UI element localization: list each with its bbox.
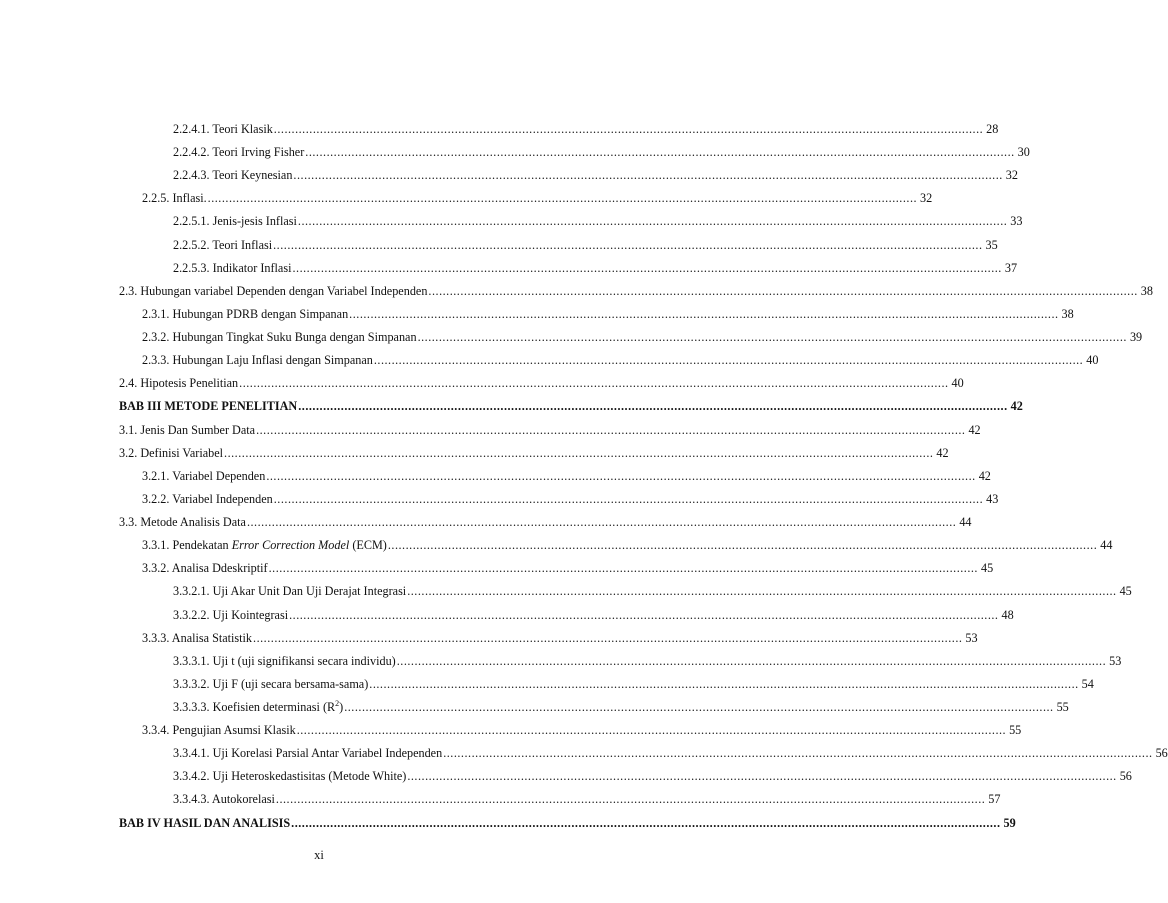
toc-entry — [119, 372, 964, 394]
dot-leader: ........................................................................................................................................................................................................ — [275, 792, 986, 807]
dot-leader: ........................................................................................................................................................................................................ — [266, 468, 976, 483]
toc-entry-label: 2.2.5.3. Indikator Inflasi — [173, 260, 292, 275]
dot-leader: ........................................................................................................................................................................................................ — [373, 353, 1084, 368]
toc-entry-label: 3.3.4.2. Uji Heteroskedastisitas (Metode White) — [173, 769, 407, 784]
dot-leader: ........................................................................................................................................................................................................ — [344, 700, 1054, 714]
toc-entry-label: 3.3.3.1. Uji t (uji signifikansi secara individu) — [173, 653, 396, 668]
toc-entry-page: 38 — [1140, 283, 1153, 298]
toc-entry-label: BAB III METODE PENELITIAN — [119, 399, 298, 414]
toc-entry — [173, 765, 1132, 787]
toc-entry — [173, 742, 1168, 764]
toc-entry-page: 32 — [1005, 168, 1018, 183]
toc-entry-page: 45 — [980, 561, 994, 576]
toc-entry-label: 2.2.5. Inflasi. — [142, 191, 207, 206]
toc-entry — [119, 280, 1153, 302]
dot-leader: ........................................................................................................................................................................................................ — [407, 584, 1117, 599]
toc-entry — [173, 696, 1069, 718]
toc-entry-page: 40 — [951, 376, 964, 391]
toc-entry-page: 38 — [1061, 306, 1074, 321]
dot-leader: ........................................................................................................................................................................................................ — [296, 723, 1007, 738]
toc-entry-label: 3.2.2. Variabel Independen — [142, 491, 273, 506]
dot-leader: ........................................................................................................................................................................................................ — [273, 491, 984, 506]
toc-entry-label: 2.2.4.1. Teori Klasik — [173, 122, 273, 136]
toc-entry — [142, 187, 933, 209]
toc-entry-label: 3.3.4. Pengujian Asumsi Klasik — [142, 723, 296, 738]
toc-entry-page: 57 — [988, 792, 1001, 807]
toc-entry — [142, 465, 991, 487]
dot-leader: ........................................................................................................................................................................................................ — [291, 815, 1001, 830]
dot-leader: ........................................................................................................................................................................................................ — [273, 122, 984, 136]
toc-entry-label: 3.3.3.3. Koefisien determinasi $(R^2)$ — [173, 698, 344, 714]
dot-leader: ........................................................................................................................................................................................................ — [292, 260, 1002, 275]
toc-entry — [142, 303, 1074, 325]
toc-entry-label: 2.4. Hipotesis Penelitian — [119, 376, 239, 391]
dot-leader: ........................................................................................................................................................................................................ — [349, 306, 1059, 321]
dot-leader: ........................................................................................................................................................................................................ — [207, 191, 918, 206]
toc-entry-page: 54 — [1081, 676, 1094, 691]
dot-leader: ........................................................................................................................................................................................................ — [246, 515, 957, 530]
dot-leader: ........................................................................................................................................................................................................ — [428, 283, 1138, 298]
dot-leader: ........................................................................................................................................................................................................ — [273, 237, 983, 252]
toc-entry-page: 37 — [1004, 260, 1018, 275]
toc-entry-page: 56 — [1119, 769, 1132, 784]
toc-entry-page: 53 — [965, 630, 978, 645]
toc-entry — [173, 118, 999, 140]
toc-entry-page: 32 — [920, 191, 933, 206]
dot-leader: ........................................................................................................................................................................................................ — [407, 769, 1117, 784]
toc-entry-label: 2.2.4.2. Teori Irving Fisher — [173, 145, 305, 160]
dot-leader: ........................................................................................................................................................................................................ — [297, 214, 1008, 229]
toc-entry-page: 40 — [1086, 353, 1099, 368]
toc-entry-label: 3.3.1. Pendekatan Error Correction Model (ECM) — [142, 538, 387, 553]
toc-entry-label: 3.3.3.2. Uji F (uji secara bersama-sama) — [173, 676, 369, 691]
toc-entry-page: 42 — [978, 468, 991, 483]
toc-entry-label: 3.2.1. Variabel Dependen — [142, 468, 266, 483]
toc-entry — [142, 488, 999, 510]
toc-entry-label: 2.2.4.3. Teori Keynesian — [173, 168, 293, 183]
toc-entry-page: 44 — [959, 515, 972, 530]
toc-entry — [173, 650, 1122, 672]
toc-entry — [142, 349, 1099, 371]
dot-leader: ........................................................................................................................................................................................................ — [305, 145, 1015, 160]
dot-leader: ........................................................................................................................................................................................................ — [224, 445, 934, 460]
toc-entry-page: 35 — [985, 237, 998, 252]
toc-entry-label: 2.3.3. Hubungan Laju Inflasi dengan Simpanan — [142, 353, 373, 368]
toc-entry-page: 56 — [1155, 746, 1168, 761]
toc-entry — [119, 419, 981, 441]
toc-entry-page: 39 — [1129, 330, 1143, 345]
toc-entry-page: 43 — [986, 491, 999, 506]
dot-leader: ........................................................................................................................................................................................................ — [268, 561, 978, 576]
dot-leader: ........................................................................................................................................................................................................ — [387, 538, 1098, 553]
toc-entry-page: 45 — [1119, 584, 1132, 599]
toc-entry — [142, 557, 994, 579]
dot-leader: ........................................................................................................................................................................................................ — [417, 330, 1127, 345]
toc-entry-label: 2.3.2. Hubungan Tingkat Suku Bunga dengan Simpanan — [142, 330, 417, 345]
toc-entry-page: 42 — [936, 445, 949, 460]
dot-leader: ........................................................................................................................................................................................................ — [256, 422, 966, 437]
toc-entry-label: 3.2. Definisi Variabel — [119, 445, 224, 460]
dot-leader: ........................................................................................................................................................................................................ — [396, 653, 1107, 668]
toc-entry-label: 3.3. Metode Analisis Data — [119, 515, 246, 530]
toc-entry-page: 42 — [1010, 399, 1023, 414]
toc-entry-page: 33 — [1010, 214, 1023, 229]
toc-entry-label: 3.3.4.1. Uji Korelasi Parsial Antar Variabel Independen — [173, 746, 443, 761]
toc-entry-label: 3.3.4.3. Autokorelasi — [173, 792, 275, 807]
toc-entry — [173, 141, 1030, 163]
toc-entry-page: 59 — [1003, 815, 1016, 830]
toc-entry — [142, 534, 1113, 556]
toc-entry-page: 42 — [968, 422, 981, 437]
dot-leader: ........................................................................................................................................................................................................ — [253, 630, 963, 645]
toc-entry — [142, 326, 1143, 348]
dot-leader: ........................................................................................................................................................................................................ — [443, 746, 1153, 761]
toc-entry-label: 2.3.1. Hubungan PDRB dengan Simpanan — [142, 306, 349, 321]
toc-entry-label: 3.3.2.2. Uji Kointegrasi — [173, 607, 289, 622]
toc-entry-page: 48 — [1001, 607, 1014, 622]
dot-leader: ........................................................................................................................................................................................................ — [369, 676, 1079, 691]
toc-entry-label: BAB IV HASIL DAN ANALISIS — [119, 815, 291, 830]
dot-leader: ........................................................................................................................................................................................................ — [298, 399, 1008, 414]
toc-entry-page: 55 — [1009, 723, 1022, 738]
toc-entry — [173, 234, 998, 256]
toc-entry — [119, 395, 1023, 417]
toc-entry — [173, 604, 1014, 626]
toc-entry — [119, 511, 972, 533]
toc-entry-page: 44 — [1100, 538, 1113, 553]
toc-entry-label: 2.2.5.2. Teori Inflasi — [173, 237, 273, 252]
toc-entry — [173, 210, 1023, 232]
toc-entry — [173, 580, 1132, 602]
page-number: xi — [314, 848, 324, 862]
toc-entry-label: 3.1. Jenis Dan Sumber Data — [119, 422, 256, 437]
toc-entry-label: 2.2.5.1. Jenis-jesis Inflasi — [173, 214, 297, 229]
toc-entry-page: 28 — [986, 122, 999, 136]
toc-entry-label: 2.3. Hubungan variabel Dependen dengan Variabel Independen — [119, 283, 428, 298]
toc-entry — [173, 673, 1094, 695]
toc-entry-page: 30 — [1017, 145, 1030, 160]
dot-leader: ........................................................................................................................................................................................................ — [293, 168, 1003, 183]
toc-entry-page: 55 — [1056, 700, 1069, 714]
toc-entry — [173, 788, 1001, 810]
toc-entry-label: 3.3.2. Analisa Ddeskriptif — [142, 561, 268, 576]
toc-entry — [173, 164, 1018, 186]
toc-entry-page: 53 — [1109, 653, 1122, 668]
toc-entry — [142, 627, 978, 649]
toc-entry-label: 3.3.3. Analisa Statistik — [142, 630, 253, 645]
toc-entry — [173, 257, 1018, 279]
dot-leader: ........................................................................................................................................................................................................ — [289, 607, 999, 622]
toc-entry — [119, 442, 949, 464]
dot-leader: ........................................................................................................................................................................................................ — [239, 376, 949, 391]
toc-entry-label: 3.3.2.1. Uji Akar Unit Dan Uji Derajat Integrasi — [173, 584, 407, 599]
toc-entry — [142, 719, 1022, 741]
toc-entry — [119, 812, 1016, 834]
